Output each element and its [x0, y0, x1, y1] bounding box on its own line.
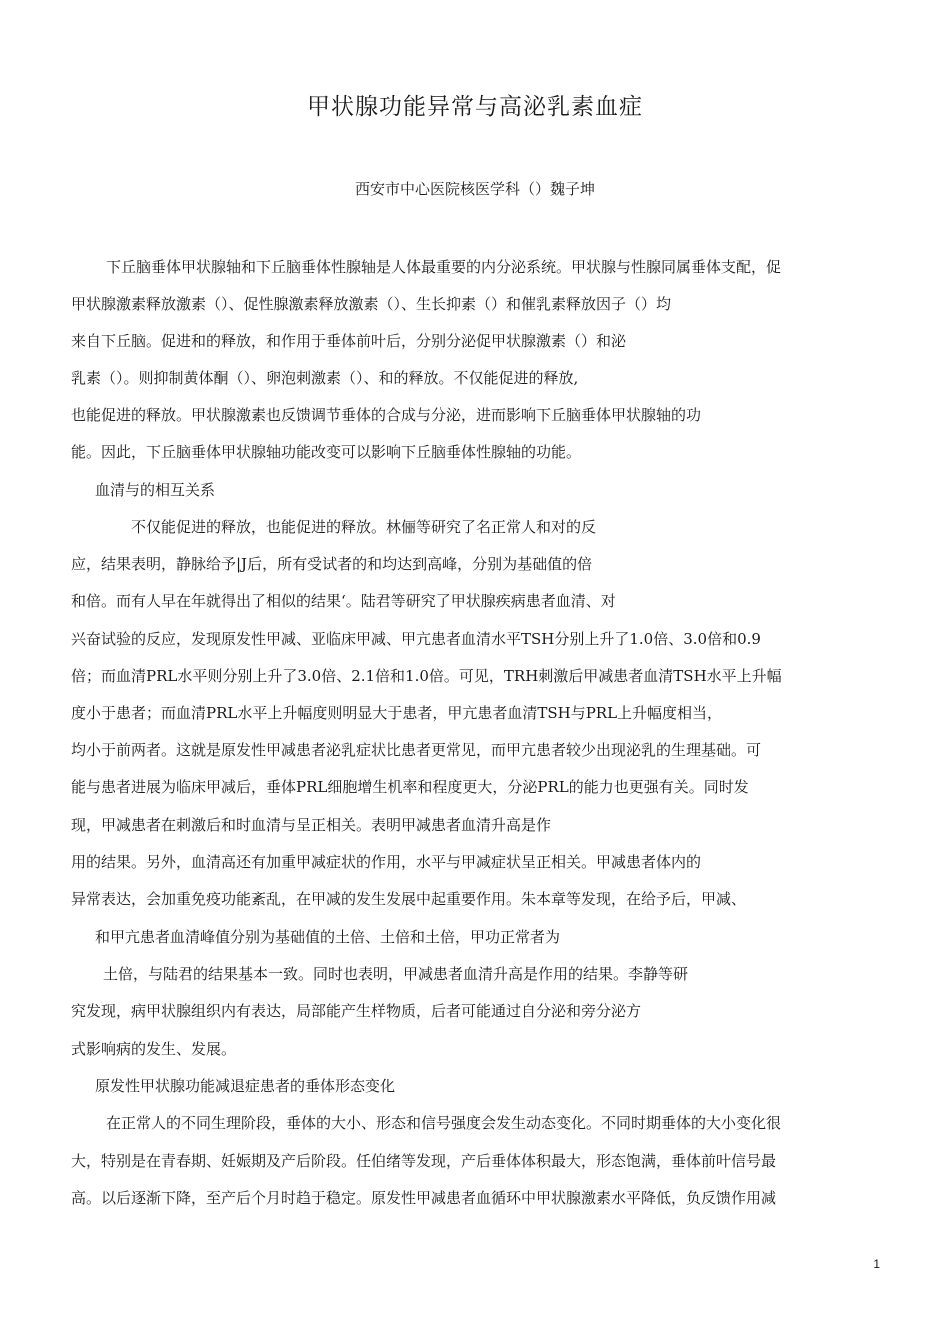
body-line: 和倍。而有人早在年就得出了相似的结果‘。陆君等研究了甲状腺疾病患者血清、对 [71, 592, 616, 610]
body-line: 究发现，病甲状腺组织内有表达，局部能产生样物质，后者可能通过自分泌和旁分泌方 [71, 1002, 642, 1020]
author-affiliation: 西安市中心医院核医学科（）魏子坤 [354, 180, 595, 198]
body-line: 也能促进的释放。甲状腺激素也反馈调节垂体的合成与分泌，进而影响下丘脑垂体甲状腺轴的功 [71, 406, 702, 424]
body-line: 土倍，与陆君的结果基本一致。同时也表明，甲减患者血清升高是作用的结果。李静等研 [103, 965, 689, 983]
body-line: 度小于患者；而血清PRL水平上升幅度则明显大于患者，甲亢患者血清TSH与PRL上升幅度相当， [71, 704, 723, 722]
body-line: 大，特别是在青春期、妊娠期及产后阶段。任伯绪等发现，产后垂体体积最大，形态饱满，垂体前叶信号最 [71, 1152, 777, 1170]
body-line: 和甲亢患者血清峰值分别为基础值的土倍、土倍和土倍，甲功正常者为 [95, 928, 561, 946]
section-heading: 血清与的相互关系 [95, 481, 216, 499]
body-line: 能与患者进展为临床甲减后，垂体PRL细胞增生机率和程度更大，分泌PRL的能力也更强有关。同时发 [71, 778, 749, 796]
body-line: 异常表达，会加重免疫功能紊乱，在甲减的发生发展中起重要作用。朱本章等发现，在给予后，甲减、 [71, 890, 747, 908]
page-number: 1 [873, 1257, 880, 1271]
body-line: 高。以后逐渐下降，至产后个月时趋于稳定。原发性甲减患者血循环中甲状腺激素水平降低，负反馈作用减 [71, 1189, 777, 1207]
body-line: 能。因此，下丘脑垂体甲状腺轴功能改变可以影响下丘脑垂体性腺轴的功能。 [71, 443, 582, 461]
body-line: 不仅能促进的释放，也能促进的释放。林俪等研究了名正常人和对的反 [131, 518, 597, 536]
body-line: 均小于前两者。这就是原发性甲减患者泌乳症状比患者更常见，而甲亢患者较少出现泌乳的生理基础。可 [71, 741, 762, 759]
body-line: 甲状腺激素释放激素（）、促性腺激素释放激素（）、生长抑素（）和催乳素释放因子（）均 [71, 295, 672, 313]
body-line: 倍；而血清PRL水平则分别上升了3.0倍、2.1倍和1.0倍。可见，TRH刺激后甲减患者血清TSH水平上升幅 [71, 667, 782, 685]
body-line: 式影响病的发生、发展。 [71, 1040, 237, 1058]
body-line: 用的结果。另外，血清高还有加重甲减症状的作用，水平与甲减症状呈正相关。甲减患者体内的 [71, 853, 702, 871]
document-title: 甲状腺功能异常与高泌乳素血症 [307, 94, 643, 120]
section-heading: 原发性甲状腺功能减退症患者的垂体形态变化 [95, 1077, 396, 1095]
body-line: 下丘脑垂体甲状腺轴和下丘脑垂体性腺轴是人体最重要的内分泌系统。甲状腺与性腺同属垂体支配，促 [106, 258, 782, 276]
body-line: 应，结果表明，静脉给予|J后，所有受试者的和均达到高峰，分别为基础值的倍 [71, 555, 593, 573]
body-line: 在正常人的不同生理阶段，垂体的大小、形态和信号强度会发生动态变化。不同时期垂体的大小变化很 [106, 1114, 782, 1132]
body-line: 现，甲减患者在刺激后和时血清与呈正相关。表明甲减患者血清升高是作 [71, 816, 552, 834]
body-line: 兴奋试验的反应，发现原发性甲减、亚临床甲减、甲亢患者血清水平TSH分别上升了1.0倍、3.0倍和0.9 [71, 630, 761, 648]
body-line: 来自下丘脑。促进和的释放，和作用于垂体前叶后，分别分泌促甲状腺激素（）和泌 [71, 332, 627, 350]
body-line: 乳素（）。则抑制黄体酮（）、卵泡刺激素（）、和的释放。不仅能促进的释放, [71, 369, 579, 387]
